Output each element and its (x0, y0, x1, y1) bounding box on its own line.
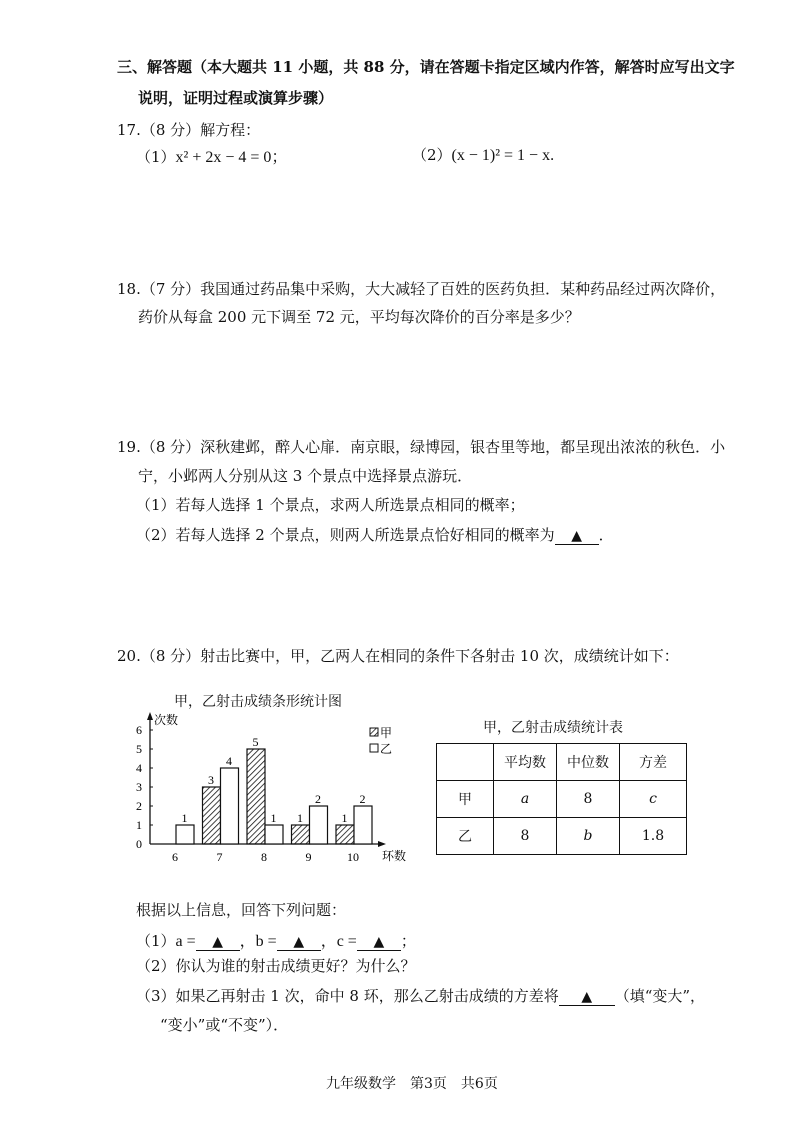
x-axis-arrow (378, 841, 386, 847)
bar-value-label: 2 (359, 792, 366, 806)
q20-part1-label: （1） (136, 932, 176, 950)
q20-part2: （2）你认为谁的射击成绩更好？为什么？ (136, 957, 416, 975)
q20-variance-blank[interactable]: ▲ (559, 989, 615, 1006)
bar-value-label: 2 (315, 792, 321, 806)
table-header-cell (437, 744, 494, 781)
q17-part2-equation: (x − 1)² = 1 − x. (451, 147, 555, 164)
bar-value-label: 4 (226, 754, 232, 768)
q20-part3 (136, 985, 705, 1006)
bar-jia (292, 825, 310, 844)
x-tick-label: 6 (172, 850, 178, 864)
legend-swatch (370, 744, 378, 752)
y-tick-label: 2 (136, 799, 142, 813)
legend-label: 甲 (380, 726, 393, 740)
q20-b-label: ，b = (239, 933, 277, 950)
bar-jia (203, 787, 221, 844)
q17-heading: 17.（8 分）解方程： (117, 121, 261, 139)
bar-value-label: 1 (270, 811, 277, 825)
q19-line-2: 宁，小邺两人分别从这 3 个景点中选择景点游玩． (138, 467, 473, 485)
q18-line-2: 药价从每盒 200 元下调至 72 元，平均每次降价的百分率是多少？ (138, 308, 580, 326)
section-title: 三、解答题 (117, 58, 193, 76)
q17-part2-label: （2） (412, 146, 452, 164)
q17-part1-label: （1） (136, 148, 176, 166)
q19-answer-blank[interactable]: ▲ (555, 528, 599, 545)
q19-line-3: （1）若每人选择 1 个景点，求两人所选景点相同的概率； (136, 496, 525, 514)
y-tick-label: 5 (136, 742, 142, 756)
q20-b-blank[interactable]: ▲ (277, 934, 321, 951)
x-tick-label: 7 (216, 850, 223, 864)
q20-a-blank[interactable]: ▲ (196, 934, 240, 951)
bar-value-label: 3 (208, 773, 214, 787)
legend-label: 乙 (380, 742, 393, 756)
table-cell: 8 (557, 781, 620, 818)
bar-yi (221, 768, 239, 844)
y-axis-arrow (147, 712, 153, 720)
section-desc-2: 说明，证明过程或演算步骤） (138, 89, 334, 107)
bar-yi (354, 806, 372, 844)
q20-c-blank[interactable]: ▲ (357, 934, 401, 951)
q20-part3-text: （3）如果乙再射击 1 次，命中 8 环，那么乙射击成绩的方差将 (136, 987, 559, 1005)
table-header-row (437, 744, 687, 781)
q18-line-1: 18.（7 分）我国通过药品集中采购，大大减轻了百姓的医药负担．某种药品经过两次降价， (117, 280, 726, 298)
table-cell: 1.8 (620, 818, 687, 855)
q17-part1-equation: x² + 2x − 4 = 0； (175, 149, 288, 166)
table-row (437, 818, 687, 855)
table-title: 甲，乙射击成绩统计表 (483, 720, 623, 736)
stats-table (436, 743, 687, 855)
q20-part3-end: （填“变大”， (614, 987, 706, 1005)
q20-c-label: ，c = (320, 933, 357, 950)
q19-line-4-text: （2）若每人选择 2 个景点，则两人所选景点恰好相同的概率为 (136, 526, 555, 544)
y-tick-label: 4 (136, 761, 142, 775)
legend-swatch (370, 728, 378, 736)
bar-yi (310, 806, 328, 844)
bar-jia (247, 749, 265, 844)
y-tick-label: 6 (136, 723, 142, 737)
page-footer: 九年级数学 第3页 共6页 (326, 1076, 498, 1092)
q19-line-4 (136, 524, 614, 545)
y-tick-label: 0 (136, 837, 142, 851)
section-desc-1: （本大题共 11 小题，共 88 分，请在答题卡指定区域内作答，解答时应写出文字 (192, 58, 735, 76)
x-axis-label: 环数 (382, 849, 407, 863)
y-axis-label: 次数 (154, 713, 179, 727)
stats-table-wrap (436, 743, 687, 855)
bar-chart (130, 708, 420, 866)
table-header-cell: 中位数 (557, 744, 620, 781)
bar-value-label: 1 (181, 811, 188, 825)
bar-jia (336, 825, 354, 844)
bar-value-label: 1 (297, 811, 303, 825)
table-cell: 8 (494, 818, 557, 855)
bar-value-label: 1 (341, 811, 348, 825)
q19-line-1: 19.（8 分）深秋建邺，醉人心扉．南京眼，绿博园，银杏里等地，都呈现出浓浓的秋色．小 (117, 438, 726, 456)
table-cell: c (620, 781, 687, 818)
y-tick-label: 3 (136, 780, 142, 794)
bar-yi (265, 825, 283, 844)
x-tick-label: 8 (261, 850, 267, 864)
y-tick-label: 1 (136, 818, 142, 832)
q17-part2 (412, 144, 554, 165)
q20-a-label: a = (175, 933, 196, 950)
x-tick-label: 10 (347, 850, 359, 864)
section-title-line (117, 56, 735, 77)
q20-intro: 根据以上信息，回答下列问题： (136, 901, 347, 919)
q17-part1 (136, 144, 287, 167)
table-header-cell: 方差 (620, 744, 687, 781)
table-cell: 甲 (437, 781, 494, 818)
table-row (437, 781, 687, 818)
q20-line-1: 20.（8 分）射击比赛中，甲，乙两人在相同的条件下各射击 10 次，成绩统计如下： (117, 647, 679, 665)
x-tick-label: 9 (305, 850, 312, 864)
table-cell: a (494, 781, 557, 818)
q19-line-4-end: ． (598, 526, 614, 544)
bar-value-label: 5 (252, 735, 259, 749)
table-header-cell: 平均数 (494, 744, 557, 781)
q20-part1 (136, 928, 416, 951)
chart-title: 甲，乙射击成绩条形统计图 (174, 694, 342, 710)
q20-part3-line-2: “变小”或“不变”）． (160, 1016, 289, 1034)
q20-part1-end: ； (400, 932, 416, 950)
bar-yi (176, 825, 194, 844)
table-cell: 乙 (437, 818, 494, 855)
table-cell: b (557, 818, 620, 855)
